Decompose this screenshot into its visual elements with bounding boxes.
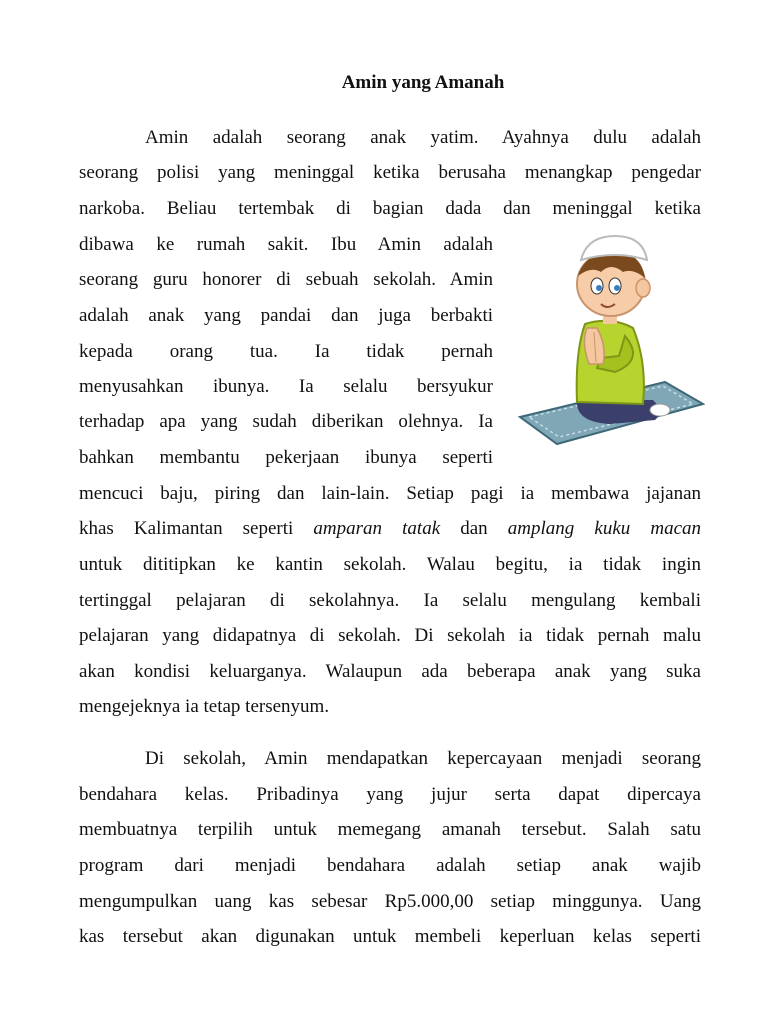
paragraph-2-line: program dari menjadi bendahara adalah setiap anak wajib [79, 855, 701, 876]
paragraph-2-line: membuatnya terpilih untuk memegang amanah tersebut. Salah satu [79, 819, 701, 840]
paragraph-2-line: bendahara kelas. Pribadinya yang jujur serta dapat dipercaya [79, 784, 701, 805]
paragraph-1-line: kepada orang tua. Ia tidak pernah [79, 341, 493, 362]
paragraph-1-line: menyusahkan ibunya. Ia selalu bersyukur [79, 376, 493, 397]
paragraph-1-line-italic [79, 517, 701, 541]
paragraph-2-line: kas tersebut akan digunakan untuk membeli keperluan kelas seperti [79, 926, 701, 947]
paragraph-1-line: mengejeknya ia tetap tersenyum. [79, 696, 330, 717]
paragraph-1-line: seorang guru honorer di sebuah sekolah. Amin [79, 269, 493, 290]
text-run: dan [440, 518, 508, 539]
paragraph-1-line: akan kondisi keluarganya. Walaupun ada beberapa anak yang suka [79, 661, 701, 682]
paragraph-2-line: mengumpulkan uang kas sebesar Rp5.000,00 setiap minggunya. Uang [79, 891, 701, 912]
paragraph-1-line: terhadap apa yang sudah diberikan olehnya. Ia [79, 411, 493, 432]
paragraph-1-line: untuk dititipkan ke kantin sekolah. Walau begitu, ia tidak ingin [79, 554, 701, 575]
paragraph-1-line: Amin adalah seorang anak yatim. Ayahnya dulu adalah [145, 127, 701, 148]
paragraph-1-line: adalah anak yang pandai dan juga berbakti [79, 305, 493, 326]
italic-term-amparan-tatak: amparan tatak [313, 518, 441, 539]
paragraph-1-line: mencuci baju, piring dan lain-lain. Setiap pagi ia membawa jajanan [79, 483, 701, 504]
italic-term-amplang-kuku-macan: amplang kuku macan [507, 518, 702, 539]
paragraph-1-line: narkoba. Beliau tertembak di bagian dada dan meninggal ketika [79, 198, 701, 219]
page-title: Amin yang Amanah [341, 72, 505, 93]
paragraph-1-line: bahkan membantu pekerjaan ibunya seperti [79, 447, 493, 468]
paragraph-1-line: pelajaran yang didapatnya di sekolah. Di sekolah ia tidak pernah malu [79, 625, 701, 646]
paragraph-1-line: dibawa ke rumah sakit. Ibu Amin adalah [79, 234, 493, 255]
text-run: khas Kalimantan seperti [79, 518, 314, 539]
paragraph-1-line: seorang polisi yang meninggal ketika berusaha menangkap pengedar [79, 162, 701, 183]
paragraph-2-line: Di sekolah, Amin mendapatkan kepercayaan menjadi seorang [145, 748, 701, 769]
praying-boy-icon [515, 232, 705, 452]
paragraph-1-line: tertinggal pelajaran di sekolahnya. Ia selalu mengulang kembali [79, 590, 701, 611]
